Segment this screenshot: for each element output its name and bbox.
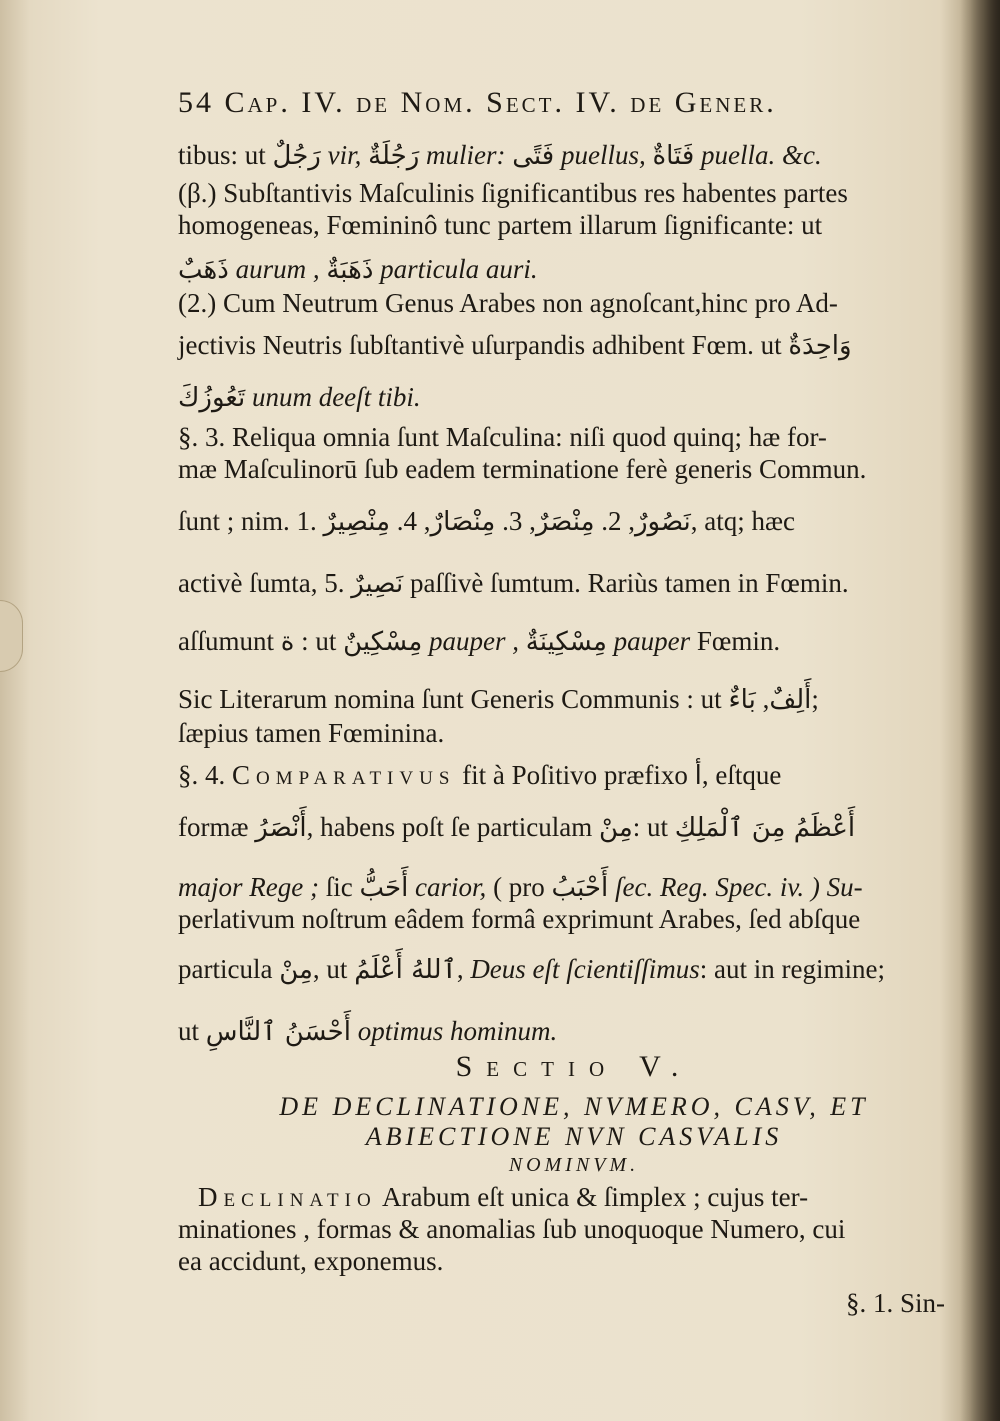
- text-line: §. 3. Reliqua omnia ſunt Maſculina: niſi quod quinq; hæ for-: [178, 422, 827, 452]
- section-subtitle: ABIECTIONE NVN CASVALIS: [365, 1122, 783, 1151]
- text-line: تَعُوزُكَ unum deeſt tibi.: [178, 382, 421, 413]
- text-line: (2.) Cum Neutrum Genus Arabes non agnoſcant,hinc pro Ad-: [178, 288, 838, 318]
- text-line: ut أَحْسَنُ ٱلنَّاسِ optimus hominum.: [178, 1016, 558, 1047]
- text-line: minationes , formas & anomalias ſub unoquoque Numero, cui: [178, 1214, 846, 1244]
- text-line: homogeneas, Fœmininô tunc partem illarum ſignificante: ut: [178, 210, 823, 240]
- book-spine-shadow: [960, 0, 1000, 1421]
- section-subtitle: NOMINVM.: [508, 1154, 640, 1176]
- text-line: major Rege ; ſic أَحَبُّ carior, ( pro أَحْبَبُ ſec. Reg. Spec. iv. ) Su-: [178, 872, 863, 903]
- text-line: ſunt ; nim. 1. نَصُورٌ, 2. مِنْصَرٌ, 3. مِنْصَارٌ, 4. مِنْصِيرٌ , atq; hæc: [178, 506, 796, 537]
- page-edge-tab: [0, 600, 23, 672]
- catchword: §. 1. Sin-: [846, 1288, 946, 1318]
- running-header: 54 Cap. IV. de Nom. Sect. IV. de Gener.: [178, 86, 777, 119]
- text-line: ea accidunt, exponemus.: [178, 1246, 444, 1276]
- text-line: aſſumunt ة : ut مِسْكِينٌ pauper , مِسْكِينَةٌ pauper Fœmin.: [178, 626, 781, 657]
- text-line: (β.) Subſtantivis Maſculinis ſignificantibus res habentes partes: [178, 178, 848, 208]
- text-line: ذَهَبٌ aurum , ذَهَبَةٌ particula auri.: [178, 254, 538, 285]
- text-line: jectivis Neutris ſubſtantivè uſurpandis adhibent Fœm. ut وَاحِدَةٌ: [178, 330, 852, 361]
- text-line: formæ أَنْصَرُ, habens poſt ſe particulam مِنْ: ut أَعْظَمُ مِنَ ٱلْمَلِكِ: [178, 812, 856, 843]
- text-line: activè ſumta, 5. نَصِيرٌ paſſivè ſumtum. Rariùs tamen in Fœmin.: [178, 568, 849, 599]
- text-line: ſæpius tamen Fœminina.: [178, 718, 445, 748]
- text-line: particula مِنْ, ut ٱللهُ أَعْلَمُ, Deus eſt ſcientiſſimus: aut in regimine;: [178, 954, 885, 985]
- section-subtitle: DE DECLINATIONE, NVMERO, CASV, ET: [279, 1092, 869, 1121]
- text-line: §. 4. Comparativus fit à Poſitivo præfixo أ, eſtque: [178, 760, 782, 791]
- text-line: Declinatio Arabum eſt unica & ſimplex ; cujus ter-: [198, 1182, 809, 1212]
- text-line: mæ Maſculinorū ſub eadem terminatione ferè generis Commun.: [178, 454, 867, 484]
- text-line: tibus: ut رَجُلٌ vir, رَجُلَةٌ mulier: فَتًى puellus, فَتَاةٌ puella. &c.: [178, 140, 822, 171]
- section-heading: Sectio V.: [455, 1050, 693, 1083]
- text-line: perlativum noſtrum eâdem formâ exprimunt Arabes, ſed abſque: [178, 904, 861, 934]
- text-line: Sic Literarum nomina ſunt Generis Communis : ut أَلِفٌ, بَاءٌ ;: [178, 684, 819, 715]
